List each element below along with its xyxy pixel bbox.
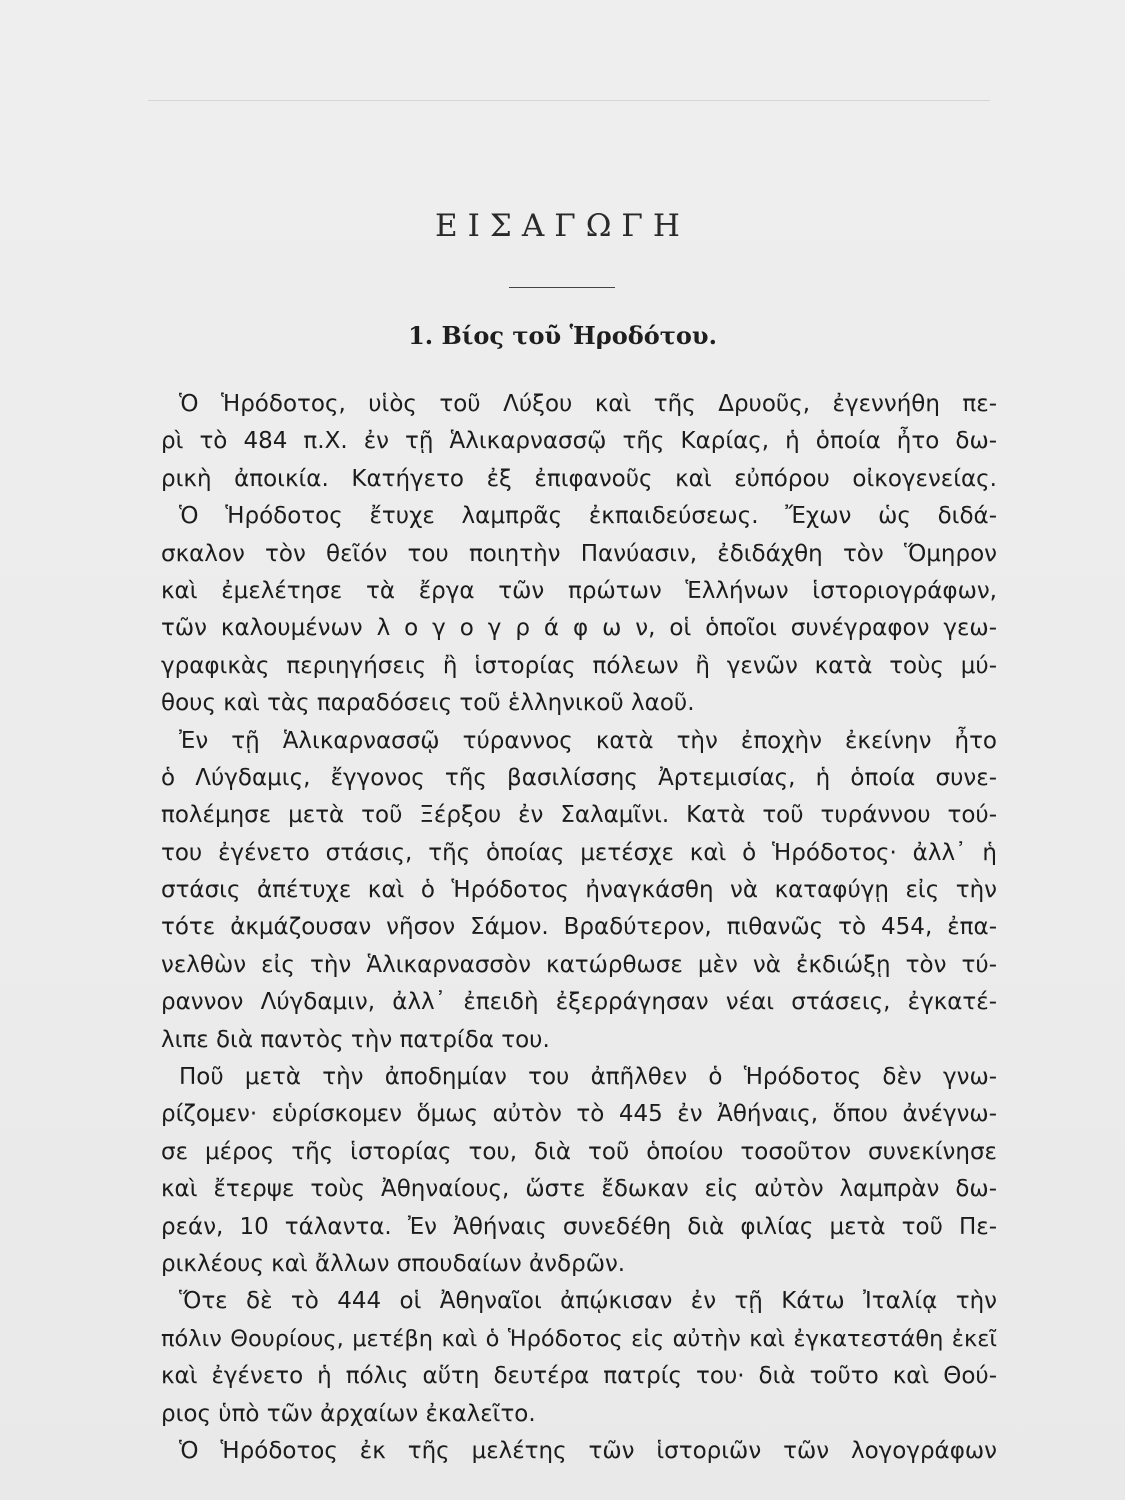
text-line: τότε ἀκμάζουσαν νῆσον Σάμον. Βραδύτερον, πιθανῶς τὸ 454, ἐπα-	[161, 914, 997, 941]
text-line: Ὁ Ἡρόδοτος ἐκ τῆς μελέτης τῶν ἱστοριῶν τῶν λογογράφων	[179, 1437, 997, 1464]
text-line: στάσις ἀπέτυχε καὶ ὁ Ἡρόδοτος ἠναγκάσθη νὰ καταφύγῃ εἰς τὴν	[161, 877, 997, 904]
text-line: ραννον Λύγδαμιν, ἀλλ᾽ ἐπειδὴ ἐξερράγησαν νέαι στάσεις, ἐγκατέ-	[161, 989, 997, 1016]
text-line: ρὶ τὸ 484 π.Χ. ἐν τῇ Ἁλικαρνασσῷ τῆς Καρίας, ἡ ὁποία ἦτο δω-	[161, 428, 997, 455]
heading-divider	[509, 287, 615, 288]
body-text	[161, 386, 997, 1470]
chapter-heading: ΕΙΣΑΓΩΓΗ	[435, 208, 690, 244]
text-line: πολέμησε μετὰ τοῦ Ξέρξου ἐν Σαλαμῖνι. Κατὰ τοῦ τυράννου τού-	[161, 802, 997, 829]
text-line: πόλιν Θουρίους, μετέβη καὶ ὁ Ἡρόδοτος εἰς αὐτὴν καὶ ἐγκατεστάθη ἐκεῖ	[161, 1325, 997, 1352]
text-line: Ποῦ μετὰ τὴν ἀποδημίαν του ἀπῆλθεν ὁ Ἡρόδοτος δὲν γνω-	[179, 1064, 997, 1091]
text-line: Ἐν τῇ Ἁλικαρνασσῷ τύραννος κατὰ τὴν ἐποχὴν ἐκείνην ἦτο	[179, 727, 997, 754]
text-line: καὶ ἔτερψε τοὺς Ἀθηναίους, ὥστε ἔδωκαν εἰς αὐτὸν λαμπρὰν δω-	[161, 1176, 997, 1203]
text-line: σε μέρος τῆς ἱστορίας του, διὰ τοῦ ὁποίου τοσοῦτον συνεκίνησε	[161, 1138, 997, 1165]
text-line: λιπε διὰ παντὸς τὴν πατρίδα του.	[161, 1026, 550, 1053]
text-line: καὶ ἐγένετο ἡ πόλις αὕτη δευτέρα πατρίς του· διὰ τοῦτο καὶ Θού-	[161, 1363, 997, 1390]
text-line: νελθὼν εἰς τὴν Ἁλικαρνασσὸν κατώρθωσε μὲν νὰ ἐκδιώξῃ τὸν τύ-	[161, 951, 997, 978]
text-line: Ὁ Ἡρόδοτος, υἱὸς τοῦ Λύξου καὶ τῆς Δρυοῦς, ἐγεννήθη πε-	[179, 391, 997, 417]
text-line: γραφικὰς περιηγήσεις ἢ ἱστορίας πόλεων ἢ γενῶν κατὰ τοὺς μύ-	[161, 652, 997, 679]
text-line: ρικὴ ἀποικία. Κατήγετο ἐξ ἐπιφανοῦς καὶ εὐπόρου οἰκογενείας.	[161, 465, 997, 492]
text-line: ριος ὑπὸ τῶν ἀρχαίων ἐκαλεῖτο.	[161, 1400, 536, 1427]
text-line: του ἐγένετο στάσις, τῆς ὁποίας μετέσχε καὶ ὁ Ἡρόδοτος· ἀλλ᾽ ἡ	[161, 839, 997, 866]
text-line: καὶ ἐμελέτησε τὰ ἔργα τῶν πρώτων Ἑλλήνων ἱστοριογράφων,	[161, 577, 997, 604]
text-line: Ὁ Ἡρόδοτος ἔτυχε λαμπρᾶς ἐκπαιδεύσεως. Ἔχων ὡς διδά-	[179, 503, 997, 530]
text-line: ρίζομεν· εὑρίσκομεν ὅμως αὐτὸν τὸ 445 ἐν Ἀθήναις, ὅπου ἀνέγνω-	[161, 1101, 997, 1128]
section-title: 1. Βίος τοῦ Ἡροδότου.	[408, 321, 717, 350]
text-line: Ὅτε δὲ τὸ 444 οἱ Ἀθηναῖοι ἀπῴκισαν ἐν τῇ Κάτω Ἰταλίᾳ τὴν	[179, 1288, 997, 1315]
text-line: ρικλέους καὶ ἄλλων σπουδαίων ἀνδρῶν.	[161, 1250, 626, 1277]
text-line: ρεάν, 10 τάλαντα. Ἐν Ἀθήναις συνεδέθη διὰ φιλίας μετὰ τοῦ Πε-	[161, 1213, 997, 1240]
text-line: θους καὶ τὰς παραδόσεις τοῦ ἑλληνικοῦ λαοῦ.	[161, 690, 695, 717]
text-line: ὁ Λύγδαμις, ἔγγονος τῆς βασιλίσσης Ἀρτεμισίας, ἡ ὁποία συνε-	[161, 764, 997, 791]
text-line: σκαλον τὸν θεῖόν του ποιητὴν Πανύασιν, ἐδιδάχθη τὸν Ὅμηρον	[161, 540, 997, 567]
header-rule	[148, 100, 990, 101]
text-line: τῶν καλουμένων λ ο γ ο γ ρ ά φ ω ν, οἱ ὁποῖοι συνέγραφον γεω-	[161, 615, 997, 642]
